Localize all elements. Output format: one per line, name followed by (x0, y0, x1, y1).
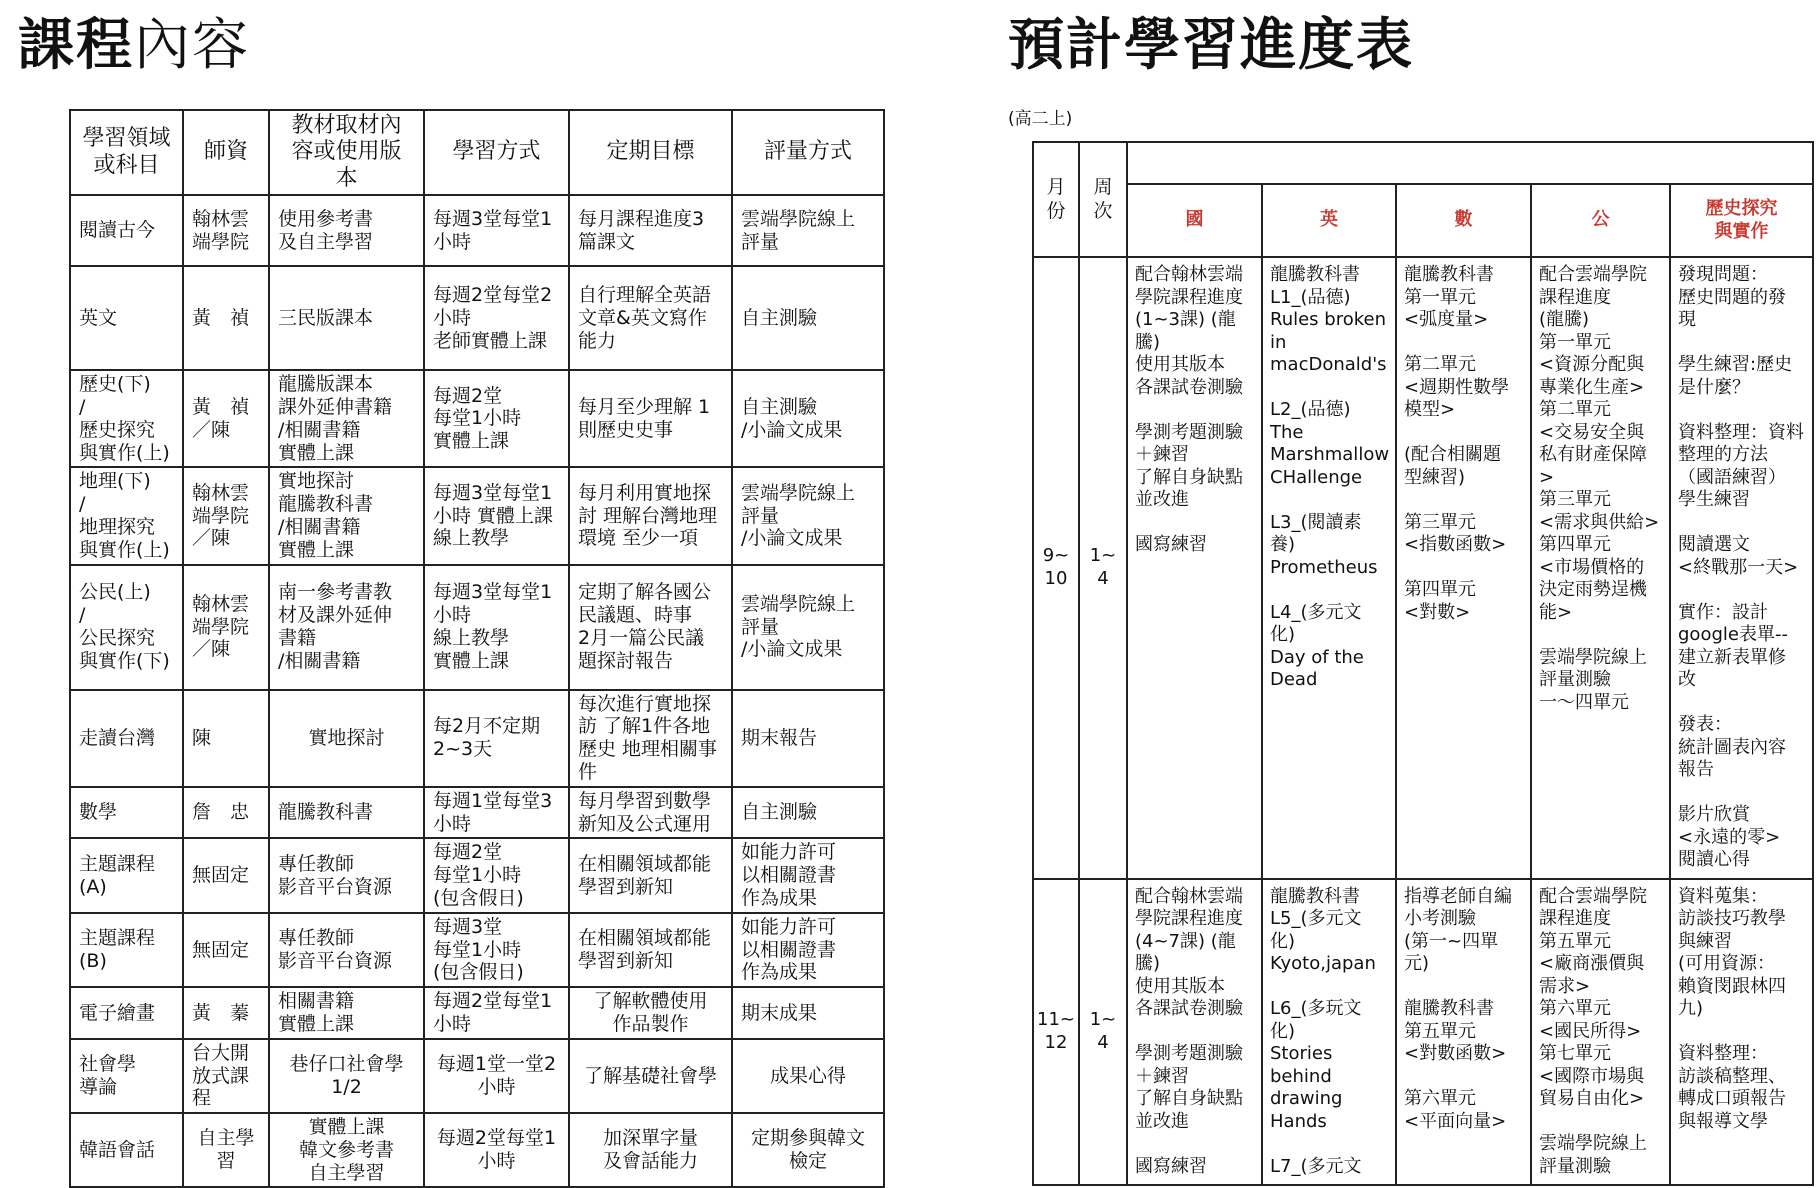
cell-goal: 加深單字量 及會話能力 (569, 1113, 732, 1187)
cell-subject: 走讀台灣 (70, 690, 183, 787)
table-row (70, 266, 884, 370)
english-plan-cell: 龍騰教科書 L1_(品德) Rules broken in macDonald's L2_(品德) The Marshmallow CHallenge L3_(閱讀素 養) Prometheus L4_(多元文 化) Day of the Dead (1262, 257, 1396, 879)
cell-teacher: 自主學 習 (183, 1113, 269, 1187)
cell-teacher: 翰林雲 端學院 (183, 195, 269, 266)
cell-material: 巷仔口社會學 1/2 (269, 1039, 424, 1113)
civics-plan-cell: 配合雲端學院 課程進度 (龍騰) 第一單元 <資源分配與 專業化生產> 第二單元 <交易安全與 私有財產保障 > 第三單元 <需求與供給> 第四單元 <市場價格的 決定雨勢逞機 能> 雲端學院線上 評量測驗 一～四單元 (1531, 257, 1670, 879)
table-row (70, 467, 884, 564)
month-header: 月 份 (1033, 142, 1079, 257)
grade-note: (高二上) (1008, 109, 1073, 129)
cell-assessment: 雲端學院線上 評量 /小論文成果 (732, 565, 884, 690)
cell-material: 專任教師 影音平台資源 (269, 838, 424, 912)
cell-material: 實地探討 (269, 690, 424, 787)
cell-goal: 在相關領域都能 學習到新知 (569, 913, 732, 987)
cell-material: 實地探討 龍騰教科書 /相關書籍 實體上課 (269, 467, 424, 564)
cell-material: 使用參考書 及自主學習 (269, 195, 424, 266)
cell-teacher: 黃 禎 (183, 266, 269, 370)
math-plan-cell: 指導老師自編 小考測驗 (第一~四單 元) 龍騰教科書 第五單元 <對數函數> 第六單元 <平面向量> (1396, 879, 1531, 1186)
subject-header-chinese: 國 (1127, 184, 1262, 257)
cell-method: 每週2堂每堂1 小時 (424, 987, 569, 1039)
course-content-title: 課程內容 (18, 13, 250, 78)
table-row (70, 1113, 884, 1187)
history-plan-cell: 資料蒐集： 訪談技巧教學 與練習 (可用資源： 賴資閔跟林四 九) 資料整理： 訪談稿整理、 轉成口頭報告 與報導文學 (1670, 879, 1813, 1186)
table-row (70, 370, 884, 467)
cell-method: 每週2堂每堂1 小時 (424, 1113, 569, 1187)
cell-goal: 自行理解全英語 文章&英文寫作 能力 (569, 266, 732, 370)
cell-teacher: 黃 禎 ／陳 (183, 370, 269, 467)
week-cell: 1~ 4 (1079, 257, 1127, 879)
cell-assessment: 自主測驗 (732, 787, 884, 839)
header-blank-band (1127, 142, 1813, 184)
table-row (70, 787, 884, 839)
header-assessment: 評量方式 (732, 110, 884, 195)
schedule-subject-row (1033, 184, 1813, 257)
cell-teacher: 陳 (183, 690, 269, 787)
subject-header-math: 數 (1396, 184, 1531, 257)
cell-subject: 歷史(下) / 歷史探究 與實作(上) (70, 370, 183, 467)
subject-header-civics: 公 (1531, 184, 1670, 257)
cell-subject: 主題課程 (B) (70, 913, 183, 987)
header-goal: 定期目標 (569, 110, 732, 195)
cell-subject: 社會學 導論 (70, 1039, 183, 1113)
schedule-row (1033, 257, 1813, 879)
cell-method: 每週1堂一堂2 小時 (424, 1039, 569, 1113)
schedule-title: 預計學習進度表 (1008, 13, 1414, 78)
chinese-plan-cell: 配合翰林雲端 學院課程進度 (4~7課) (龍 騰) 使用其版本 各課試卷測驗 學測考題測驗 ＋鍊習 了解自身缺點 並改進 國寫練習 (1127, 879, 1262, 1186)
subject-header-english: 英 (1262, 184, 1396, 257)
cell-subject: 數學 (70, 787, 183, 839)
cell-assessment: 定期參與韓文 檢定 (732, 1113, 884, 1187)
cell-material: 專任教師 影音平台資源 (269, 913, 424, 987)
cell-method: 每週2堂 每堂1小時 (包含假日) (424, 838, 569, 912)
table-row (70, 1039, 884, 1113)
cell-teacher: 無固定 (183, 913, 269, 987)
cell-assessment: 期末報告 (732, 690, 884, 787)
cell-subject: 公民(上) / 公民探究 與實作(下) (70, 565, 183, 690)
course-table-header (70, 110, 884, 195)
chinese-plan-cell: 配合翰林雲端 學院課程進度 (1~3課) (龍 騰) 使用其版本 各課試卷測驗 學測考題測驗 ＋鍊習 了解自身缺點 並改進 國寫練習 (1127, 257, 1262, 879)
cell-method: 每2月不定期 2~3天 (424, 690, 569, 787)
cell-method: 每週3堂每堂1 小時 (424, 195, 569, 266)
cell-goal: 定期了解各國公 民議題、時事 2月一篇公民議 題探討報告 (569, 565, 732, 690)
cell-method: 每週3堂每堂1 小時 實體上課 線上教學 (424, 467, 569, 564)
cell-assessment: 雲端學院線上 評量 /小論文成果 (732, 467, 884, 564)
table-row (70, 913, 884, 987)
cell-assessment: 自主測驗 /小論文成果 (732, 370, 884, 467)
cell-goal: 在相關領域都能 學習到新知 (569, 838, 732, 912)
cell-method: 每週3堂每堂1 小時 線上教學 實體上課 (424, 565, 569, 690)
cell-method: 每週1堂每堂3 小時 (424, 787, 569, 839)
cell-subject: 閱讀古今 (70, 195, 183, 266)
cell-material: 三民版課本 (269, 266, 424, 370)
cell-material: 龍騰版課本 課外延伸書籍 /相關書籍 實體上課 (269, 370, 424, 467)
header-material: 教材取材內 容或使用版 本 (269, 110, 424, 195)
header-method: 學習方式 (424, 110, 569, 195)
week-cell: 1~ 4 (1079, 879, 1127, 1186)
cell-assessment: 成果心得 (732, 1039, 884, 1113)
cell-goal: 每次進行實地探 訪 了解1件各地 歷史 地理相關事 件 (569, 690, 732, 787)
cell-material: 相關書籍 實體上課 (269, 987, 424, 1039)
cell-subject: 地理(下) / 地理探究 與實作(上) (70, 467, 183, 564)
cell-goal: 每月學習到數學 新知及公式運用 (569, 787, 732, 839)
english-plan-cell: 龍騰教科書 L5_(多元文 化) Kyoto,japan L6_(多玩文 化) Stories behind drawing Hands L7_(多元文 (1262, 879, 1396, 1186)
math-plan-cell: 龍騰教科書 第一單元 <弧度量> 第二單元 <週期性數學 模型> (配合相關題 型練習) 第三單元 <指數函數> 第四單元 <對數> (1396, 257, 1531, 879)
cell-method: 每週2堂 每堂1小時 實體上課 (424, 370, 569, 467)
cell-material: 南一參考書教 材及課外延伸 書籍 /相關書籍 (269, 565, 424, 690)
table-row (70, 987, 884, 1039)
cell-assessment: 雲端學院線上 評量 (732, 195, 884, 266)
cell-goal: 每月至少理解 1 則歷史史事 (569, 370, 732, 467)
cell-method: 每週2堂每堂2 小時 老師實體上課 (424, 266, 569, 370)
header-subject: 學習領域 或科目 (70, 110, 183, 195)
cell-assessment: 如能力許可 以相關證書 作為成果 (732, 838, 884, 912)
table-row (70, 838, 884, 912)
cell-subject: 韓語會話 (70, 1113, 183, 1187)
header-teacher: 師資 (183, 110, 269, 195)
cell-material: 實體上課 韓文參考書 自主學習 (269, 1113, 424, 1187)
cell-teacher: 黃 蓁 (183, 987, 269, 1039)
table-row (70, 690, 884, 787)
cell-goal: 每月課程進度3 篇課文 (569, 195, 732, 266)
history-plan-cell: 發現問題： 歷史問題的發 現 學生練習:歷史 是什麼？ 資料整理：資料 整理的方法 （國語練習） 學生練習 閱讀選文 <終戰那一天> 實作：設計 google表單-- 建立新表單修 改 發表： 統計圖表內容 報告 影片欣賞 <永遠的零> 閱讀心得 (1670, 257, 1813, 879)
cell-teacher: 台大開 放式課 程 (183, 1039, 269, 1113)
month-cell: 9~ 10 (1033, 257, 1079, 879)
cell-assessment: 如能力許可 以相關證書 作為成果 (732, 913, 884, 987)
cell-subject: 英文 (70, 266, 183, 370)
cell-teacher: 翰林雲 端學院 ／陳 (183, 467, 269, 564)
schedule-table (1032, 141, 1814, 1186)
cell-goal: 每月利用實地探 討 理解台灣地理 環境 至少一項 (569, 467, 732, 564)
cell-goal: 了解基礎社會學 (569, 1039, 732, 1113)
cell-material: 龍騰教科書 (269, 787, 424, 839)
week-header: 周 次 (1079, 142, 1127, 257)
cell-teacher: 無固定 (183, 838, 269, 912)
subject-header-history-inquiry: 歷史探究 與實作 (1670, 184, 1813, 257)
cell-subject: 主題課程 (A) (70, 838, 183, 912)
course-table (69, 109, 885, 1188)
cell-teacher: 詹 忠 (183, 787, 269, 839)
civics-plan-cell: 配合雲端學院 課程進度 第五單元 <廠商漲價與 需求> 第六單元 <國民所得> 第七單元 <國際市場與 貿易自由化> 雲端學院線上 評量測驗 (1531, 879, 1670, 1186)
month-cell: 11~ 12 (1033, 879, 1079, 1186)
cell-goal: 了解軟體使用 作品製作 (569, 987, 732, 1039)
cell-assessment: 期末成果 (732, 987, 884, 1039)
schedule-header-row (1033, 142, 1813, 184)
table-row (70, 565, 884, 690)
cell-teacher: 翰林雲 端學院 ／陳 (183, 565, 269, 690)
table-row (70, 195, 884, 266)
cell-method: 每週3堂 每堂1小時 (包含假日) (424, 913, 569, 987)
schedule-row (1033, 879, 1813, 1186)
cell-subject: 電子繪畫 (70, 987, 183, 1039)
cell-assessment: 自主測驗 (732, 266, 884, 370)
